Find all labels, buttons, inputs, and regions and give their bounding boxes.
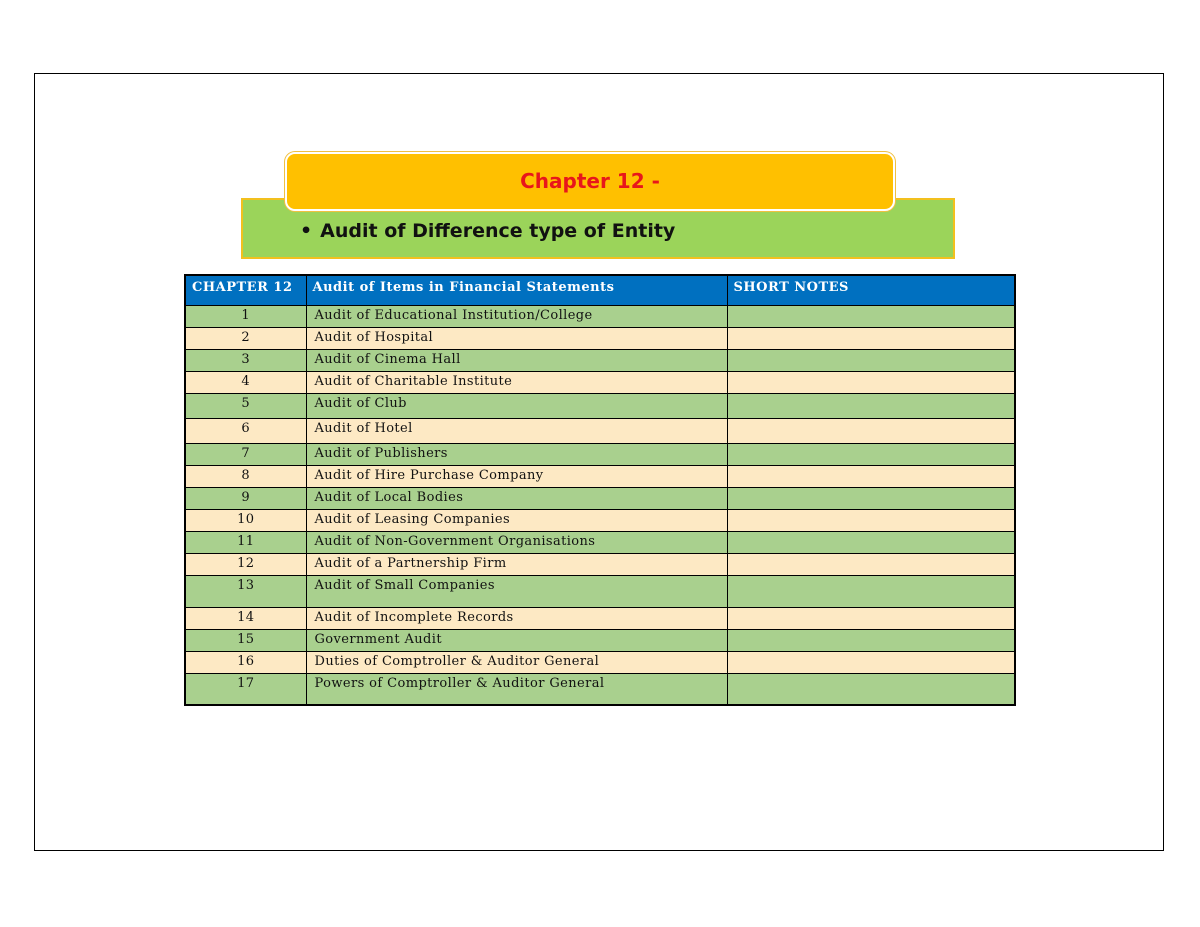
row-number: 9 <box>185 487 306 509</box>
row-notes <box>727 607 1015 629</box>
row-number: 4 <box>185 371 306 393</box>
row-topic: Audit of Educational Institution/College <box>306 305 727 327</box>
table-row <box>185 531 1015 553</box>
row-topic: Duties of Comptroller & Auditor General <box>306 651 727 673</box>
table-row <box>185 465 1015 487</box>
page-title: Chapter 12 - <box>520 169 660 193</box>
header-chapter: CHAPTER 12 <box>185 275 306 305</box>
row-notes <box>727 305 1015 327</box>
row-notes <box>727 673 1015 705</box>
row-topic: Audit of Charitable Institute <box>306 371 727 393</box>
row-notes <box>727 531 1015 553</box>
table-row <box>185 305 1015 327</box>
row-topic: Audit of Hire Purchase Company <box>306 465 727 487</box>
chapter-table <box>184 274 1016 706</box>
row-topic: Audit of Incomplete Records <box>306 607 727 629</box>
header-short-notes: SHORT NOTES <box>727 275 1015 305</box>
table-row <box>185 371 1015 393</box>
row-topic: Audit of Hotel <box>306 418 727 443</box>
table-row <box>185 487 1015 509</box>
row-number: 3 <box>185 349 306 371</box>
table-row <box>185 651 1015 673</box>
row-notes <box>727 629 1015 651</box>
header-topic: Audit of Items in Financial Statements <box>306 275 727 305</box>
row-topic: Audit of a Partnership Firm <box>306 553 727 575</box>
row-number: 16 <box>185 651 306 673</box>
row-number: 12 <box>185 553 306 575</box>
title-banner <box>285 152 895 211</box>
row-number: 11 <box>185 531 306 553</box>
row-notes <box>727 393 1015 418</box>
row-number: 1 <box>185 305 306 327</box>
table-row <box>185 327 1015 349</box>
table-row <box>185 349 1015 371</box>
row-topic: Audit of Publishers <box>306 443 727 465</box>
row-notes <box>727 327 1015 349</box>
subtitle-text: Audit of Difference type of Entity <box>320 220 676 242</box>
row-number: 6 <box>185 418 306 443</box>
row-number: 7 <box>185 443 306 465</box>
row-number: 5 <box>185 393 306 418</box>
row-notes <box>727 418 1015 443</box>
row-number: 2 <box>185 327 306 349</box>
row-topic: Audit of Club <box>306 393 727 418</box>
row-notes <box>727 651 1015 673</box>
row-notes <box>727 487 1015 509</box>
row-topic: Audit of Local Bodies <box>306 487 727 509</box>
row-notes <box>727 465 1015 487</box>
row-topic: Audit of Cinema Hall <box>306 349 727 371</box>
row-notes <box>727 371 1015 393</box>
row-notes <box>727 349 1015 371</box>
row-number: 10 <box>185 509 306 531</box>
bullet-icon: • <box>300 220 313 242</box>
row-number: 13 <box>185 575 306 607</box>
row-notes <box>727 443 1015 465</box>
table-row <box>185 443 1015 465</box>
row-topic: Audit of Hospital <box>306 327 727 349</box>
row-topic: Audit of Non-Government Organisations <box>306 531 727 553</box>
row-number: 17 <box>185 673 306 705</box>
table-row <box>185 509 1015 531</box>
row-topic: Audit of Leasing Companies <box>306 509 727 531</box>
table-row <box>185 575 1015 607</box>
row-notes <box>727 509 1015 531</box>
row-number: 8 <box>185 465 306 487</box>
row-notes <box>727 575 1015 607</box>
row-number: 15 <box>185 629 306 651</box>
row-topic: Audit of Small Companies <box>306 575 727 607</box>
table-row <box>185 629 1015 651</box>
table-row <box>185 607 1015 629</box>
table-row <box>185 553 1015 575</box>
row-notes <box>727 553 1015 575</box>
table-row <box>185 393 1015 418</box>
table-header-row <box>185 275 1015 305</box>
row-topic: Government Audit <box>306 629 727 651</box>
row-number: 14 <box>185 607 306 629</box>
table-row <box>185 418 1015 443</box>
table-row <box>185 673 1015 705</box>
row-topic: Powers of Comptroller & Auditor General <box>306 673 727 705</box>
subtitle <box>300 220 675 242</box>
